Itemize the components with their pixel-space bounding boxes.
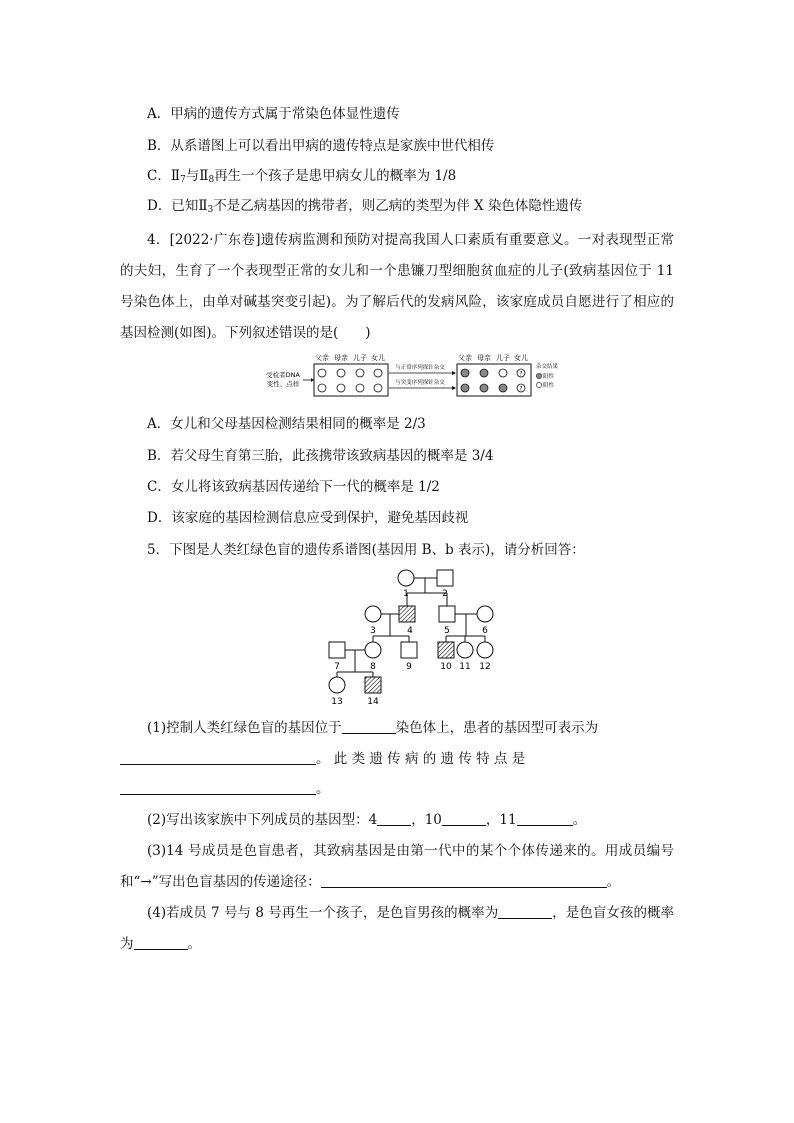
figure-legend-positive: 阳性 (543, 374, 555, 380)
q3-option-c-post: 再生一个孩子是患甲病女儿的概率为 1/8 (214, 168, 457, 184)
q5-part3 (120, 836, 674, 898)
q5-part1-text-c: 。 此 类 遗 传 病 的 遗 传 特 点 是 (316, 751, 526, 767)
answer-blank-colorblind-girl[interactable] (134, 935, 188, 950)
figure-header-father-left: 父亲 (315, 354, 329, 362)
dna-hybridization-figure (255, 352, 559, 400)
figure-header-son-right: 儿子 (496, 354, 510, 362)
q5-part3-text-b: 。 (606, 874, 621, 890)
q5-part4-text-a: (4)若成员 7 号与 8 号再生一个孩子，是色盲男孩的概率为 (147, 905, 499, 921)
q5-stem: 5．下图是人类红绿色盲的遗传系谱图(基因用 B、b 表示)，请分析回答： (147, 542, 585, 558)
q3-option-c-text: C．Ⅱ (147, 168, 181, 184)
left-circle-daughter-2 (374, 384, 382, 392)
pedigree-label-3: 3 (370, 626, 376, 636)
q5-part1-line3 (120, 779, 330, 799)
answer-blank-member10[interactable] (442, 811, 486, 826)
figure-header-father-right: 父亲 (458, 354, 472, 362)
pedigree-chart (325, 566, 495, 706)
pedigree-person-1 (398, 570, 414, 586)
pedigree-person-9 (401, 642, 417, 658)
right-circle-father-mutant (461, 384, 469, 392)
q5-part1-text-b: 染色体上，患者的基因型可表示为 (395, 720, 599, 736)
figure-arrow-top-head (452, 371, 456, 375)
q3-option-d-text: D．已知Ⅱ (147, 198, 208, 214)
figure-arrow-bottom-head (452, 386, 456, 390)
right-circle-mother-mutant (480, 384, 488, 392)
q4-stem: 4．[2022·广东卷]遗传病监测和预防对提高我国人口素质有重要意义。一对表现型正常的夫妇，生育了一个表现型正常的女儿和一个患镰刀型细胞贫血症的儿子(致病基因位于 11 号染色体上，由单对碱基突变引起)。为了解后代的发病风险，该家庭成员自愿进行了相应的基因检测(如图)。下列叙述错误的是( ) (120, 232, 674, 341)
pedigree-label-12: 12 (479, 662, 491, 672)
q3-option-a: A．甲病的遗传方式属于常染色体显性遗传 (147, 106, 400, 122)
answer-blank-chromosome[interactable] (342, 719, 396, 734)
pedigree-label-1: 1 (403, 589, 409, 599)
figure-header-mother-left: 母亲 (334, 354, 348, 362)
right-daughter-normal-question: ? (519, 370, 523, 378)
pedigree-person-11 (457, 642, 473, 658)
figure-arrow-top-label: 与正常序列探针杂交 (395, 365, 445, 371)
left-circle-father-1 (318, 369, 326, 377)
left-circle-mother-2 (337, 384, 345, 392)
figure-sample-label-1: 受检者DNA (266, 371, 300, 379)
pedigree-person-4 (399, 606, 415, 622)
q5-part2-text-c: ，11 (485, 812, 517, 828)
q3-option-b: B．从系谱图上可以看出甲病的遗传特点是家族中世代相传 (147, 138, 495, 154)
pedigree-person-10 (438, 642, 454, 658)
left-circle-daughter-1 (374, 369, 382, 377)
pedigree-label-4: 4 (407, 626, 413, 636)
figure-header-daughter-right: 女儿 (514, 354, 528, 362)
answer-blank-member11[interactable] (517, 811, 573, 826)
q3-option-d (147, 196, 582, 220)
left-circle-son-2 (356, 384, 364, 392)
pedigree-label-6: 6 (482, 626, 488, 636)
q5-part3-text-a: (3)14 号成员是色盲患者，其致病基因是由第一代中的某个个体传递来的。用成员编号和“→”写出色盲基因的传递途径： (120, 843, 674, 890)
q5-part2 (147, 810, 586, 830)
q5-part4-text-b: ，是色盲女孩的概率为 (120, 905, 675, 952)
q4-option-d: D．该家庭的基因检测信息应受到保护，避免基因歧视 (147, 510, 469, 526)
answer-blank-colorblind-boy[interactable] (498, 904, 552, 919)
pedigree-label-8: 8 (370, 662, 376, 672)
left-circle-father-2 (318, 384, 326, 392)
q5-part2-text-a: (2)写出该家族中下列成员的基因型：4 (147, 812, 378, 828)
left-circle-son-1 (356, 369, 364, 377)
answer-blank-characteristic[interactable] (120, 780, 316, 795)
q3-option-c (147, 166, 456, 190)
answer-blank-member4[interactable] (377, 811, 411, 826)
q5-part1-line2 (120, 749, 674, 769)
q3-option-c-sub1: 7 (180, 175, 186, 185)
figure-arrow-bottom-label: 与突变序列探针杂交 (395, 380, 445, 386)
q5-part4-text-c: 。 (187, 936, 201, 952)
q3-option-c-sub2: 8 (208, 175, 215, 185)
pedigree-person-14 (365, 677, 381, 693)
figure-sample-label-2: 变性、点样 (266, 380, 300, 388)
q4-option-a: A．女儿和父母基因检测结果相同的概率是 2/3 (147, 416, 426, 432)
figure-header-mother-right: 母亲 (477, 354, 491, 362)
right-circle-mother-normal (480, 369, 488, 377)
pedigree-person-3 (365, 606, 381, 622)
q4-option-b: B．若父母生育第三胎，此孩携带该致病基因的概率是 3/4 (147, 448, 494, 464)
pedigree-label-9: 9 (406, 662, 412, 672)
pedigree-person-13 (329, 677, 345, 693)
figure-legend-title: 杂交结果 (536, 364, 559, 370)
pedigree-label-13: 13 (331, 697, 343, 707)
figure-header-daughter-left: 女儿 (371, 354, 385, 362)
q5-part2-text-d: 。 (572, 812, 587, 828)
pedigree-person-12 (477, 642, 493, 658)
q3-option-d-sub: 3 (207, 205, 214, 215)
pedigree-person-5 (439, 606, 455, 622)
answer-blank-transmission-path[interactable] (321, 873, 607, 888)
right-circle-son-normal (499, 369, 507, 377)
pedigree-label-2: 2 (442, 589, 448, 599)
answer-blank-genotype[interactable] (120, 750, 316, 765)
pedigree-label-10: 10 (440, 662, 452, 672)
legend-positive-swatch (536, 373, 541, 378)
pedigree-label-5: 5 (444, 626, 450, 636)
q5-part1-text-a: (1)控制人类红绿色盲的基因位于 (147, 720, 342, 736)
q5-part4 (120, 898, 674, 960)
pedigree-label-14: 14 (367, 697, 379, 707)
figure-legend-negative: 阴性 (543, 383, 555, 389)
pedigree-person-8 (365, 642, 381, 658)
pedigree-person-2 (437, 570, 453, 586)
pedigree-label-7: 7 (334, 662, 340, 672)
q5-part1-text-d: 。 (316, 781, 330, 797)
right-circle-son-mutant (499, 384, 507, 392)
q4-option-c: C．女儿将该致病基因传递给下一代的概率是 1/2 (147, 479, 440, 495)
q5-part2-text-b: ，10 (411, 812, 442, 828)
pedigree-person-7 (329, 642, 345, 658)
q5-part1-line1 (147, 718, 598, 738)
q3-option-c-mid: 与Ⅱ (185, 168, 209, 184)
figure-header-son-left: 儿子 (353, 354, 367, 362)
pedigree-person-6 (477, 606, 493, 622)
legend-negative-swatch (536, 382, 541, 387)
q3-option-d-post: 不是乙病基因的携带者，则乙病的类型为伴 X 染色体隐性遗传 (213, 198, 583, 214)
right-daughter-mutant-question: ? (519, 385, 523, 393)
pedigree-label-11: 11 (459, 662, 471, 672)
right-circle-father-normal (461, 369, 469, 377)
left-circle-mother-1 (337, 369, 345, 377)
